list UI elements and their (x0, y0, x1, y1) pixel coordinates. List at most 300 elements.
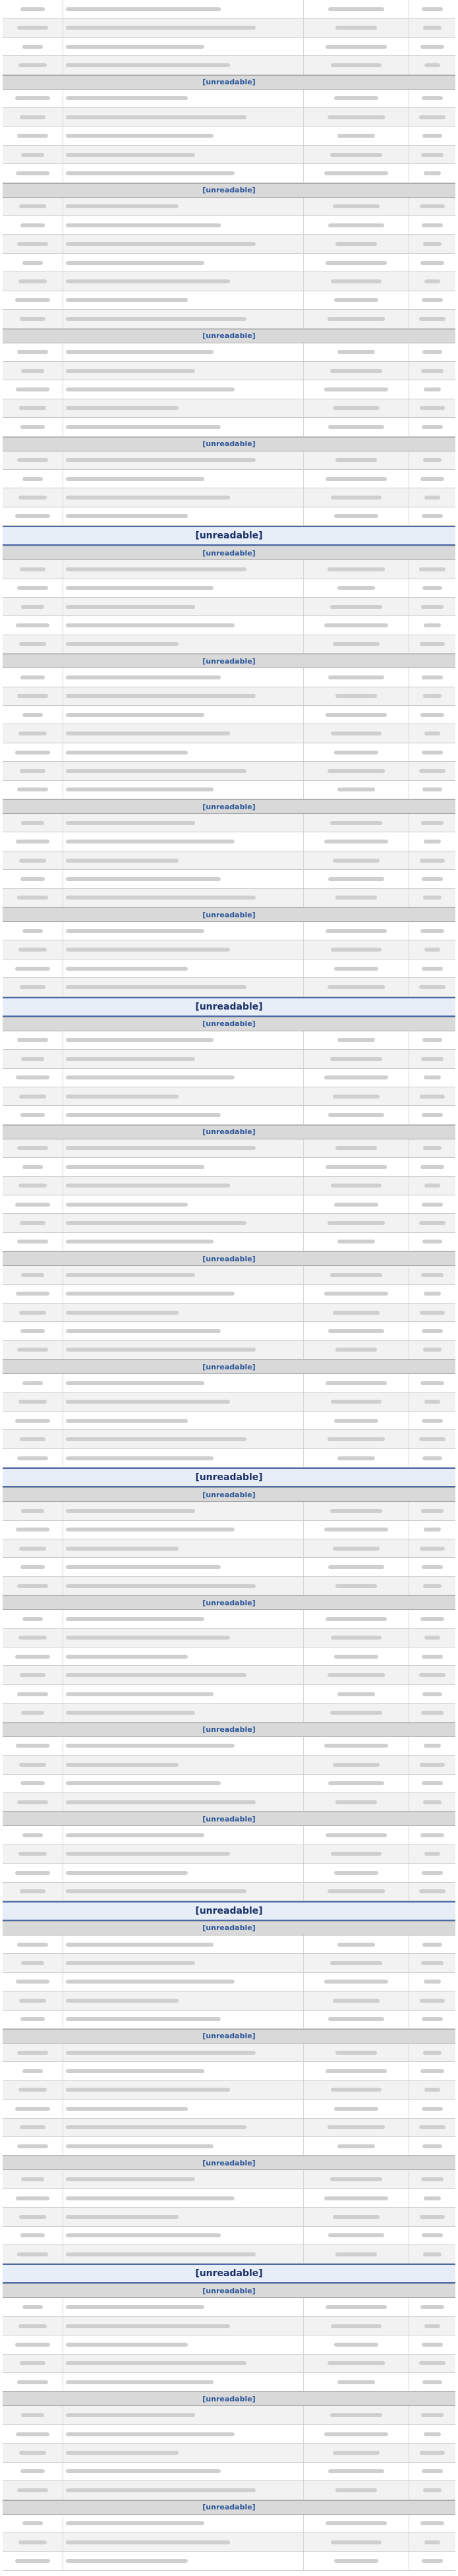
institution-cell (304, 2425, 409, 2443)
time-cell (3, 2208, 63, 2225)
placeholder-bar (22, 2521, 43, 2525)
time-cell (3, 38, 63, 55)
placeholder-bar (66, 2380, 214, 2384)
placeholder-bar (66, 2252, 256, 2256)
placeholder-bar (66, 2305, 204, 2309)
title-cell (63, 2425, 304, 2443)
speaker-cell (409, 635, 455, 653)
time-cell (3, 2062, 63, 2080)
placeholder-bar (422, 2107, 444, 2111)
placeholder-bar (333, 204, 380, 208)
placeholder-bar (424, 1980, 441, 1984)
institution-cell (304, 1666, 409, 1684)
placeholder-bar (17, 1146, 49, 1150)
placeholder-bar (20, 675, 45, 679)
title-cell (63, 687, 304, 705)
time-cell (3, 616, 63, 634)
placeholder-bar (328, 223, 384, 227)
session-header: [unreadable] (3, 546, 455, 560)
placeholder-bar (419, 2125, 445, 2129)
placeholder-bar (421, 1961, 444, 1965)
placeholder-bar (422, 1419, 444, 1423)
schedule-row (3, 2044, 455, 2062)
time-cell (3, 1285, 63, 1303)
speaker-cell (409, 380, 455, 398)
placeholder-bar (22, 1381, 43, 1385)
placeholder-bar (334, 96, 378, 100)
institution-cell (304, 1775, 409, 1792)
title-cell (63, 1303, 304, 1321)
schedule-row (3, 1031, 455, 1050)
placeholder-bar (66, 2413, 195, 2417)
placeholder-bar (21, 1711, 44, 1715)
placeholder-bar (21, 369, 44, 373)
placeholder-bar (18, 2088, 47, 2092)
time-cell (3, 90, 63, 107)
placeholder-bar (66, 1800, 256, 1804)
time-cell (3, 56, 63, 74)
title-cell (63, 1703, 304, 1721)
placeholder-bar (66, 134, 214, 138)
schedule-row (3, 451, 455, 470)
institution-cell (304, 488, 409, 506)
placeholder-bar (15, 751, 51, 755)
speaker-cell (409, 0, 455, 18)
placeholder-bar (335, 458, 377, 462)
placeholder-bar (66, 1692, 214, 1696)
session-header: [unreadable] (3, 2029, 455, 2044)
placeholder-bar (333, 642, 380, 646)
placeholder-bar (337, 787, 376, 791)
placeholder-bar (422, 1943, 442, 1947)
placeholder-bar (324, 1075, 389, 1079)
institution-cell (304, 922, 409, 940)
placeholder-bar (331, 2088, 381, 2092)
placeholder-bar (66, 63, 230, 67)
time-cell (3, 2170, 63, 2188)
speaker-cell (409, 2406, 455, 2424)
placeholder-bar (419, 1437, 445, 1441)
placeholder-bar (66, 115, 246, 119)
placeholder-bar (17, 1456, 47, 1460)
placeholder-bar (16, 1292, 49, 1296)
schedule-row (3, 1756, 455, 1774)
placeholder-bar (20, 1781, 45, 1785)
placeholder-bar (19, 204, 47, 208)
placeholder-bar (66, 1240, 214, 1244)
placeholder-bar (420, 642, 445, 646)
placeholder-bar (424, 1852, 440, 1856)
placeholder-bar (328, 1781, 384, 1785)
placeholder-bar (66, 153, 195, 157)
placeholder-bar (18, 496, 47, 500)
placeholder-bar (420, 929, 444, 933)
placeholder-bar (331, 496, 381, 500)
institution-cell (304, 310, 409, 328)
time-cell (3, 2355, 63, 2372)
institution-cell (304, 1214, 409, 1232)
speaker-cell (409, 598, 455, 615)
session-header: [unreadable] (3, 1723, 455, 1737)
time-cell (3, 2463, 63, 2480)
placeholder-bar (66, 1400, 230, 1404)
session-header: [unreadable] (3, 329, 455, 343)
placeholder-bar (66, 1673, 246, 1677)
time-cell (3, 1954, 63, 1972)
placeholder-bar (66, 821, 195, 825)
placeholder-bar (421, 153, 444, 157)
placeholder-bar (424, 171, 441, 175)
speaker-cell (409, 1233, 455, 1251)
placeholder-bar (66, 1419, 188, 1423)
title-cell (63, 724, 304, 742)
placeholder-bar (19, 1999, 47, 2003)
placeholder-bar (66, 877, 221, 881)
title-cell (63, 90, 304, 107)
title-cell (63, 198, 304, 215)
placeholder-bar (334, 967, 378, 971)
placeholder-bar (66, 2125, 246, 2129)
placeholder-bar (331, 1636, 381, 1640)
speaker-cell (409, 291, 455, 309)
placeholder-bar (420, 2451, 445, 2455)
institution-cell (304, 1139, 409, 1157)
placeholder-bar (424, 948, 440, 952)
placeholder-bar (66, 605, 195, 609)
institution-cell (304, 2208, 409, 2225)
title-cell (63, 451, 304, 469)
placeholder-bar (331, 948, 381, 952)
title-cell (63, 1685, 304, 1703)
placeholder-bar (420, 1617, 444, 1621)
placeholder-bar (422, 1565, 442, 1569)
placeholder-bar (326, 261, 387, 265)
placeholder-bar (337, 2144, 376, 2148)
speaker-cell (409, 1412, 455, 1429)
placeholder-bar (424, 1636, 440, 1640)
placeholder-bar (66, 642, 179, 646)
title-cell (63, 1069, 304, 1087)
placeholder-bar (66, 1437, 246, 1441)
placeholder-bar (424, 2088, 440, 2092)
speaker-cell (409, 38, 455, 55)
schedule-row (3, 343, 455, 362)
title-cell (63, 2298, 304, 2316)
schedule-row (3, 2317, 455, 2335)
placeholder-bar (22, 929, 43, 933)
speaker-cell (409, 310, 455, 328)
speaker-cell (409, 1991, 455, 2009)
title-cell (63, 418, 304, 436)
institution-cell (304, 687, 409, 705)
schedule-row (3, 56, 455, 74)
institution-cell (304, 1845, 409, 1863)
placeholder-bar (330, 1273, 383, 1277)
institution-cell (304, 1502, 409, 1520)
placeholder-bar (422, 96, 444, 100)
institution-cell (304, 1577, 409, 1595)
placeholder-bar (21, 821, 44, 825)
speaker-cell (409, 2317, 455, 2335)
time-cell (3, 1883, 63, 1901)
placeholder-bar (324, 2432, 389, 2436)
placeholder-bar (334, 514, 378, 518)
placeholder-bar (335, 2051, 377, 2055)
title-cell (63, 1864, 304, 1881)
schedule-row (3, 1214, 455, 1232)
placeholder-bar (421, 1057, 444, 1061)
title-cell (63, 743, 304, 761)
placeholder-bar (17, 26, 49, 30)
institution-cell (304, 399, 409, 417)
placeholder-bar (421, 2413, 444, 2417)
speaker-cell (409, 2227, 455, 2245)
time-cell (3, 1158, 63, 1176)
title-cell (63, 507, 304, 525)
time-cell (3, 922, 63, 940)
speaker-cell (409, 1703, 455, 1721)
placeholder-bar (423, 2252, 441, 2256)
placeholder-bar (66, 2559, 188, 2563)
speaker-cell (409, 470, 455, 488)
placeholder-bar (324, 1292, 389, 1296)
placeholder-bar (326, 1833, 387, 1837)
speaker-cell (409, 2044, 455, 2061)
institution-cell (304, 418, 409, 436)
placeholder-bar (422, 877, 442, 881)
placeholder-bar (424, 2324, 440, 2328)
institution-cell (304, 2355, 409, 2372)
placeholder-bar (421, 605, 444, 609)
placeholder-bar (15, 1871, 51, 1875)
session-header: [unreadable] (3, 1487, 455, 1502)
schedule-row (3, 2227, 455, 2245)
speaker-cell (409, 2245, 455, 2263)
schedule-row (3, 2298, 455, 2316)
placeholder-bar (19, 2451, 47, 2455)
placeholder-bar (15, 2559, 51, 2563)
placeholder-bar (420, 1999, 445, 2003)
placeholder-bar (20, 2017, 45, 2021)
placeholder-bar (328, 2125, 385, 2129)
placeholder-bar (422, 1113, 442, 1117)
title-cell (63, 2481, 304, 2499)
schedule-row (3, 2189, 455, 2208)
time-cell (3, 978, 63, 996)
session-header: [unreadable] (3, 2156, 455, 2170)
placeholder-bar (66, 171, 235, 175)
schedule-row (3, 1322, 455, 1340)
time-cell (3, 2533, 63, 2551)
placeholder-bar (66, 2144, 214, 2148)
speaker-cell (409, 2463, 455, 2480)
placeholder-bar (15, 1419, 51, 1423)
time-cell (3, 1069, 63, 1087)
placeholder-bar (66, 1961, 195, 1965)
placeholder-bar (66, 425, 221, 429)
time-cell (3, 146, 63, 163)
placeholder-bar (66, 675, 221, 679)
schedule-row (3, 940, 455, 959)
title-cell (63, 2245, 304, 2263)
placeholder-bar (421, 369, 444, 373)
institution-cell (304, 1826, 409, 1844)
placeholder-bar (324, 840, 389, 844)
time-cell (3, 1521, 63, 1539)
schedule-row (3, 1991, 455, 2010)
schedule-row (3, 108, 455, 127)
time-cell (3, 870, 63, 888)
placeholder-bar (18, 63, 47, 67)
placeholder-bar (66, 1095, 179, 1099)
title-cell (63, 2406, 304, 2424)
time-cell (3, 2137, 63, 2155)
placeholder-bar (337, 586, 376, 590)
schedule-row (3, 90, 455, 108)
institution-cell (304, 579, 409, 597)
speaker-cell (409, 832, 455, 850)
placeholder-bar (66, 26, 256, 30)
schedule-row (3, 560, 455, 579)
session-header: [unreadable] (3, 907, 455, 922)
institution-cell (304, 1629, 409, 1647)
placeholder-bar (20, 1221, 45, 1225)
placeholder-bar (20, 877, 45, 881)
schedule-row (3, 380, 455, 399)
time-cell (3, 1195, 63, 1213)
placeholder-bar (22, 2069, 43, 2073)
venue-header: [unreadable] (3, 2264, 455, 2283)
title-cell (63, 635, 304, 653)
placeholder-bar (422, 1692, 442, 1696)
schedule-row (3, 2355, 455, 2373)
title-cell (63, 38, 304, 55)
title-cell (63, 1610, 304, 1628)
placeholder-bar (66, 2488, 256, 2492)
time-cell (3, 1539, 63, 1557)
placeholder-bar (66, 896, 256, 900)
placeholder-bar (333, 2451, 380, 2455)
placeholder-bar (66, 2215, 179, 2219)
time-cell (3, 127, 63, 144)
placeholder-bar (15, 2343, 51, 2347)
time-cell (3, 451, 63, 469)
institution-cell (304, 451, 409, 469)
placeholder-bar (66, 1329, 221, 1333)
placeholder-bar (66, 1113, 221, 1117)
placeholder-bar (324, 1980, 389, 1984)
placeholder-bar (328, 1221, 385, 1225)
time-cell (3, 1449, 63, 1467)
title-cell (63, 18, 304, 36)
title-cell (63, 488, 304, 506)
title-cell (63, 598, 304, 615)
schedule-row (3, 2208, 455, 2226)
institution-cell (304, 1050, 409, 1068)
speaker-cell (409, 2515, 455, 2533)
placeholder-bar (335, 1146, 377, 1150)
placeholder-bar (420, 45, 444, 49)
speaker-cell (409, 1449, 455, 1467)
title-cell (63, 870, 304, 888)
schedule-row (3, 889, 455, 907)
placeholder-bar (20, 1889, 45, 1893)
placeholder-bar (20, 567, 45, 571)
placeholder-bar (424, 731, 440, 735)
placeholder-bar (17, 2051, 49, 2055)
time-cell (3, 418, 63, 436)
placeholder-bar (423, 2488, 441, 2492)
placeholder-bar (15, 1655, 51, 1659)
institution-cell (304, 1285, 409, 1303)
time-cell (3, 1647, 63, 1665)
time-cell (3, 1973, 63, 1991)
speaker-cell (409, 451, 455, 469)
institution-cell (304, 235, 409, 252)
title-cell (63, 2011, 304, 2028)
institution-cell (304, 1031, 409, 1049)
placeholder-bar (419, 1221, 445, 1225)
title-cell (63, 272, 304, 290)
placeholder-bar (419, 2361, 445, 2365)
placeholder-bar (20, 7, 45, 11)
speaker-cell (409, 235, 455, 252)
placeholder-bar (331, 1184, 381, 1188)
speaker-cell (409, 2481, 455, 2499)
schedule-row (3, 18, 455, 37)
placeholder-bar (328, 1437, 385, 1441)
institution-cell (304, 959, 409, 977)
placeholder-bar (20, 2469, 45, 2473)
title-cell (63, 940, 304, 958)
placeholder-bar (422, 1871, 444, 1875)
institution-cell (304, 635, 409, 653)
placeholder-bar (66, 223, 221, 227)
placeholder-bar (334, 1419, 378, 1423)
institution-cell (304, 1864, 409, 1881)
placeholder-bar (333, 1547, 380, 1551)
institution-cell (304, 2100, 409, 2117)
institution-cell (304, 470, 409, 488)
speaker-cell (409, 216, 455, 234)
title-cell (63, 2355, 304, 2372)
placeholder-bar (423, 26, 441, 30)
speaker-cell (409, 1973, 455, 1991)
placeholder-bar (326, 1617, 387, 1621)
placeholder-bar (423, 1584, 441, 1588)
speaker-cell (409, 940, 455, 958)
placeholder-bar (331, 63, 381, 67)
institution-cell (304, 2533, 409, 2551)
time-cell (3, 889, 63, 907)
placeholder-bar (333, 1763, 380, 1767)
placeholder-bar (66, 2107, 188, 2111)
speaker-cell (409, 18, 455, 36)
placeholder-bar (18, 279, 47, 283)
venue-header: [unreadable] (3, 997, 455, 1017)
institution-cell (304, 598, 409, 615)
institution-cell (304, 1266, 409, 1284)
institution-cell (304, 851, 409, 869)
placeholder-bar (334, 1871, 378, 1875)
speaker-cell (409, 1266, 455, 1284)
time-cell (3, 362, 63, 380)
session-header: [unreadable] (3, 2283, 455, 2298)
speaker-cell (409, 1285, 455, 1303)
schedule-row (3, 1610, 455, 1628)
placeholder-bar (422, 2144, 442, 2148)
speaker-cell (409, 1577, 455, 1595)
